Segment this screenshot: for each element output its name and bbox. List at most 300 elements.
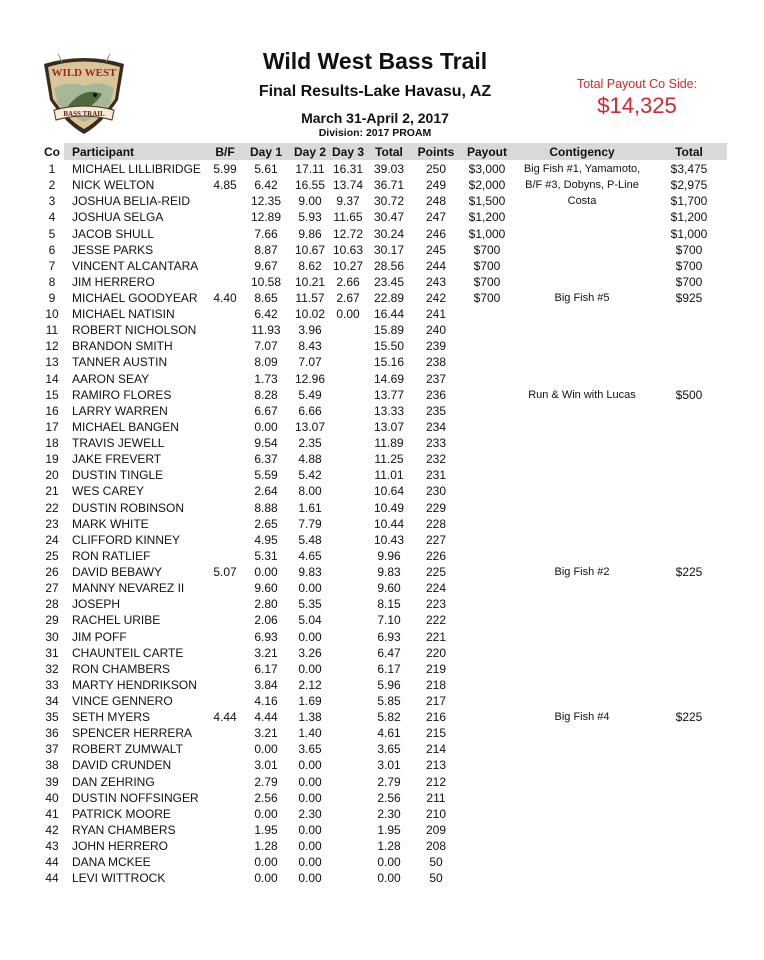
row-co: 14 bbox=[45, 371, 59, 386]
table-row bbox=[0, 161, 764, 177]
table-row bbox=[0, 322, 764, 338]
row-day2: 5.35 bbox=[298, 597, 322, 612]
row-co: 41 bbox=[45, 806, 59, 821]
row-day1: 6.42 bbox=[254, 307, 278, 322]
row-payout: $2,000 bbox=[468, 178, 506, 193]
row-participant: RYAN CHAMBERS bbox=[72, 822, 176, 837]
row-payout: $1,000 bbox=[468, 226, 506, 241]
row-participant: JOHN HERRERO bbox=[72, 839, 169, 853]
total-payout-label: Total Payout Co Side: bbox=[576, 77, 698, 91]
row-participant: LEVI WITTROCK bbox=[72, 871, 166, 886]
row-day2: 7.79 bbox=[298, 516, 322, 531]
row-points: 235 bbox=[425, 403, 447, 418]
row-contigency: Big Fish #2 bbox=[554, 566, 610, 578]
row-total-weight: 15.50 bbox=[373, 339, 405, 354]
row-day2: 0.00 bbox=[298, 822, 322, 837]
row-participant: AARON SEAY bbox=[72, 371, 150, 386]
col-header-total-weight: Total bbox=[375, 145, 403, 159]
row-total-weight: 8.15 bbox=[377, 597, 401, 612]
table-row bbox=[0, 677, 764, 693]
row-total-weight: 39.03 bbox=[373, 162, 405, 176]
table-row bbox=[0, 403, 764, 419]
row-points: 216 bbox=[425, 710, 447, 725]
row-participant: DAN ZEHRING bbox=[72, 774, 155, 789]
row-points: 248 bbox=[425, 194, 447, 209]
row-total-weight: 30.47 bbox=[373, 210, 405, 225]
row-day2: 0.00 bbox=[298, 855, 322, 870]
row-participant: LARRY WARREN bbox=[72, 403, 168, 418]
row-co: 33 bbox=[45, 677, 59, 692]
row-day2: 10.02 bbox=[294, 307, 326, 322]
row-co: 44 bbox=[45, 871, 59, 886]
row-participant: DAVID BEBAWY bbox=[72, 565, 163, 579]
row-participant: VINCE GENNERO bbox=[72, 694, 173, 708]
row-day2: 8.00 bbox=[298, 484, 322, 499]
row-total-weight: 2.56 bbox=[377, 790, 401, 805]
row-total-payout: $1,000 bbox=[670, 226, 708, 241]
row-day2: 2.12 bbox=[298, 677, 322, 692]
table-row bbox=[0, 548, 764, 564]
row-day1: 0.00 bbox=[254, 742, 278, 757]
row-total-payout: $700 bbox=[675, 242, 703, 257]
row-total-weight: 9.96 bbox=[377, 548, 401, 563]
row-day2: 1.40 bbox=[298, 726, 322, 741]
row-total-weight: 22.89 bbox=[373, 291, 405, 305]
row-day2: 0.00 bbox=[298, 790, 322, 805]
row-co: 15 bbox=[45, 387, 59, 402]
row-participant: DAVID CRUNDEN bbox=[72, 758, 172, 773]
row-co: 44 bbox=[45, 855, 59, 870]
row-day1: 6.67 bbox=[254, 403, 278, 418]
row-day1: 12.89 bbox=[250, 210, 282, 225]
row-total-weight: 28.56 bbox=[373, 258, 405, 273]
row-points: 229 bbox=[425, 500, 447, 515]
row-points: 213 bbox=[425, 758, 447, 773]
row-co: 22 bbox=[45, 500, 59, 515]
row-points: 225 bbox=[425, 565, 447, 579]
col-header-payout: Payout bbox=[466, 145, 507, 159]
row-co: 34 bbox=[45, 694, 59, 708]
row-day3: 16.31 bbox=[332, 162, 364, 176]
table-row bbox=[0, 838, 764, 854]
row-day2: 0.00 bbox=[298, 661, 322, 676]
col-header-points: Points bbox=[417, 145, 455, 159]
row-day1: 8.65 bbox=[254, 291, 278, 305]
row-total-payout: $1,200 bbox=[670, 210, 708, 225]
row-day2: 13.07 bbox=[294, 419, 326, 434]
row-total-weight: 36.71 bbox=[373, 178, 405, 193]
row-co: 4 bbox=[48, 210, 56, 225]
row-day2: 5.42 bbox=[298, 468, 322, 483]
row-points: 247 bbox=[425, 210, 447, 225]
row-day1: 5.59 bbox=[254, 468, 278, 483]
table-row bbox=[0, 371, 764, 387]
row-participant: NICK WELTON bbox=[72, 178, 155, 193]
table-row bbox=[0, 580, 764, 596]
row-total-weight: 15.89 bbox=[373, 323, 405, 338]
row-participant: SPENCER HERRERA bbox=[72, 726, 193, 741]
row-day3: 12.72 bbox=[332, 226, 364, 241]
table-row bbox=[0, 596, 764, 612]
row-points: 249 bbox=[425, 178, 447, 193]
row-participant: JACOB SHULL bbox=[72, 226, 155, 241]
row-points: 219 bbox=[425, 661, 447, 676]
col-header-contigency: Contigency bbox=[549, 145, 615, 159]
row-day1: 6.42 bbox=[254, 178, 278, 193]
row-total-payout: $700 bbox=[675, 258, 703, 273]
table-row bbox=[0, 790, 764, 806]
row-co: 40 bbox=[45, 790, 59, 805]
row-points: 232 bbox=[425, 452, 447, 467]
total-payout-value: $14,325 bbox=[597, 93, 677, 118]
row-day2: 10.21 bbox=[294, 274, 326, 289]
row-day2: 5.49 bbox=[298, 387, 322, 402]
row-points: 231 bbox=[425, 468, 447, 483]
row-payout: $700 bbox=[473, 258, 501, 273]
row-total-weight: 15.16 bbox=[373, 355, 405, 370]
row-points: 220 bbox=[425, 645, 447, 660]
bass-fish-logo-icon bbox=[40, 50, 128, 136]
row-points: 240 bbox=[425, 323, 447, 338]
row-total-payout: $1,700 bbox=[670, 194, 708, 209]
row-day1: 9.67 bbox=[254, 258, 278, 273]
row-total-weight: 11.89 bbox=[374, 436, 404, 450]
row-participant: TRAVIS JEWELL bbox=[72, 436, 165, 450]
row-day2: 1.61 bbox=[298, 500, 322, 515]
row-participant: RACHEL URIBE bbox=[72, 613, 161, 628]
table-row bbox=[0, 354, 764, 370]
row-total-payout: $925 bbox=[675, 291, 703, 305]
row-day2: 7.07 bbox=[298, 355, 322, 370]
row-points: 218 bbox=[425, 677, 447, 692]
row-total-weight: 13.77 bbox=[373, 387, 405, 402]
table-row bbox=[0, 709, 764, 725]
row-total-payout: $700 bbox=[675, 274, 703, 289]
row-big-fish: 4.85 bbox=[213, 178, 237, 193]
row-total-weight: 5.96 bbox=[377, 677, 401, 692]
table-row bbox=[0, 741, 764, 757]
row-day1: 7.07 bbox=[254, 339, 278, 354]
row-participant: WES CAREY bbox=[72, 484, 145, 499]
row-points: 221 bbox=[425, 629, 447, 644]
event-subtitle: Final Results-Lake Havasu, AZ bbox=[258, 83, 492, 100]
row-points: 243 bbox=[425, 274, 447, 289]
row-day2: 1.69 bbox=[298, 694, 322, 708]
row-total-weight: 9.83 bbox=[377, 565, 401, 579]
row-day1: 4.95 bbox=[254, 532, 278, 547]
row-day3: 2.66 bbox=[336, 274, 360, 289]
row-participant: MICHAEL BANGEN bbox=[72, 419, 179, 434]
row-day2: 5.93 bbox=[298, 210, 322, 225]
row-total-payout: $225 bbox=[675, 565, 703, 579]
row-total-weight: 14.69 bbox=[373, 371, 405, 386]
row-co: 19 bbox=[45, 452, 59, 467]
row-total-payout: $225 bbox=[675, 710, 703, 725]
row-co: 35 bbox=[45, 710, 59, 725]
row-points: 246 bbox=[425, 226, 447, 241]
row-co: 37 bbox=[45, 742, 59, 757]
row-day1: 5.61 bbox=[254, 162, 278, 176]
row-points: 239 bbox=[425, 339, 447, 354]
row-contigency: Run & Win with Lucas bbox=[528, 388, 636, 401]
row-points: 209 bbox=[425, 822, 447, 837]
row-day2: 9.86 bbox=[298, 226, 322, 241]
row-total-weight: 5.85 bbox=[377, 694, 401, 708]
row-day1: 4.16 bbox=[254, 694, 278, 708]
row-co: 26 bbox=[45, 565, 59, 579]
row-payout: $1,500 bbox=[468, 194, 506, 209]
row-co: 11 bbox=[45, 323, 59, 338]
row-total-weight: 10.44 bbox=[373, 516, 405, 531]
row-day1: 6.37 bbox=[254, 452, 278, 467]
col-header-day2: Day 2 bbox=[293, 145, 327, 159]
wild-west-bass-trail-logo bbox=[40, 50, 128, 136]
row-total-weight: 0.00 bbox=[377, 871, 401, 886]
row-participant: MICHAEL GOODYEAR bbox=[72, 291, 198, 305]
row-total-weight: 7.10 bbox=[377, 613, 401, 628]
total-payout-summary bbox=[552, 77, 722, 119]
table-row bbox=[0, 500, 764, 516]
table-row bbox=[0, 209, 764, 225]
row-co: 29 bbox=[45, 613, 59, 628]
row-total-weight: 30.24 bbox=[373, 226, 405, 241]
row-points: 245 bbox=[425, 242, 447, 257]
row-points: 228 bbox=[425, 516, 447, 531]
row-co: 10 bbox=[45, 307, 59, 322]
row-co: 18 bbox=[45, 436, 59, 450]
row-day2: 3.65 bbox=[298, 742, 322, 757]
table-row bbox=[0, 258, 764, 274]
table-row bbox=[0, 532, 764, 548]
row-contigency: Big Fish #5 bbox=[554, 292, 610, 304]
row-day3: 11.65 bbox=[333, 210, 363, 225]
col-header-participant: Participant bbox=[72, 145, 135, 159]
row-co: 7 bbox=[48, 258, 56, 273]
row-day1: 0.00 bbox=[254, 806, 278, 821]
row-total-payout: $3,475 bbox=[670, 162, 708, 176]
row-co: 32 bbox=[45, 661, 59, 676]
row-points: 217 bbox=[425, 694, 447, 708]
row-day3: 10.63 bbox=[332, 242, 364, 257]
row-day2: 6.66 bbox=[298, 403, 322, 418]
row-participant: TANNER AUSTIN bbox=[72, 355, 168, 370]
row-participant: DUSTIN NOFFSINGER bbox=[72, 790, 199, 805]
row-participant: MARTY HENDRIKSON bbox=[72, 677, 197, 692]
row-points: 215 bbox=[425, 726, 447, 741]
row-big-fish: 4.44 bbox=[213, 710, 237, 725]
table-row bbox=[0, 451, 764, 467]
row-day3: 9.37 bbox=[336, 194, 360, 209]
row-points: 50 bbox=[429, 855, 443, 870]
row-participant: ROBERT ZUMWALT bbox=[72, 742, 183, 757]
table-row bbox=[0, 870, 764, 886]
row-day2: 0.00 bbox=[298, 774, 322, 789]
row-co: 3 bbox=[48, 194, 56, 209]
row-day1: 6.93 bbox=[254, 629, 278, 644]
row-day1: 0.00 bbox=[254, 419, 278, 434]
row-points: 244 bbox=[425, 258, 447, 273]
row-day2: 8.62 bbox=[298, 258, 322, 273]
row-participant: SETH MYERS bbox=[72, 710, 151, 725]
row-day1: 7.66 bbox=[254, 226, 278, 241]
row-day2: 0.00 bbox=[298, 581, 322, 596]
row-big-fish: 5.07 bbox=[213, 565, 237, 579]
row-co: 9 bbox=[48, 291, 56, 305]
row-day1: 8.87 bbox=[254, 242, 278, 257]
row-day1: 12.35 bbox=[250, 194, 282, 209]
row-points: 226 bbox=[425, 548, 447, 563]
table-row bbox=[0, 757, 764, 773]
row-co: 1 bbox=[48, 162, 56, 176]
row-day3: 0.00 bbox=[336, 307, 360, 322]
col-header-co: Co bbox=[44, 145, 60, 159]
row-payout: $3,000 bbox=[468, 162, 506, 176]
row-participant: RON RATLIEF bbox=[72, 548, 151, 563]
row-payout: $700 bbox=[473, 291, 501, 305]
table-row bbox=[0, 226, 764, 242]
row-total-weight: 11.01 bbox=[374, 468, 404, 483]
row-day1: 0.00 bbox=[254, 871, 278, 886]
row-big-fish: 5.99 bbox=[213, 162, 237, 176]
row-payout: $1,200 bbox=[468, 210, 506, 225]
table-row bbox=[0, 645, 764, 661]
table-row bbox=[0, 290, 764, 306]
row-day2: 0.00 bbox=[298, 839, 322, 853]
table-row bbox=[0, 564, 764, 580]
row-day2: 4.88 bbox=[298, 452, 322, 467]
row-total-weight: 1.28 bbox=[377, 839, 401, 853]
table-row bbox=[0, 419, 764, 435]
row-day2: 0.00 bbox=[298, 758, 322, 773]
row-day2: 16.55 bbox=[294, 178, 326, 193]
row-participant: MARK WHITE bbox=[72, 516, 149, 531]
table-row bbox=[0, 693, 764, 709]
table-row bbox=[0, 467, 764, 483]
row-points: 230 bbox=[425, 484, 447, 499]
row-total-weight: 5.82 bbox=[377, 710, 401, 725]
row-co: 6 bbox=[48, 242, 56, 257]
row-day2: 1.38 bbox=[298, 710, 322, 725]
row-contigency: Costa bbox=[567, 195, 597, 208]
row-points: 211 bbox=[426, 790, 446, 805]
row-contigency: Big Fish #1, Yamamoto, bbox=[523, 163, 641, 175]
row-day1: 1.73 bbox=[254, 371, 278, 386]
row-day1: 3.21 bbox=[254, 726, 278, 741]
row-participant: MICHAEL NATISIN bbox=[72, 307, 175, 322]
table-row bbox=[0, 306, 764, 322]
row-day1: 3.21 bbox=[254, 645, 278, 660]
row-points: 233 bbox=[425, 436, 447, 450]
row-day1: 9.60 bbox=[254, 581, 278, 596]
row-participant: CHAUNTEIL CARTE bbox=[72, 645, 184, 660]
row-day1: 10.58 bbox=[250, 274, 282, 289]
row-participant: CLIFFORD KINNEY bbox=[72, 532, 181, 547]
row-points: 250 bbox=[425, 162, 447, 176]
row-total-weight: 0.00 bbox=[377, 855, 401, 870]
table-row bbox=[0, 629, 764, 645]
row-points: 208 bbox=[425, 839, 447, 853]
row-participant: JESSE PARKS bbox=[72, 242, 154, 257]
row-day1: 6.17 bbox=[254, 661, 278, 676]
row-total-weight: 10.49 bbox=[373, 500, 405, 515]
event-dates: March 31-April 2, 2017 bbox=[301, 110, 449, 126]
table-row bbox=[0, 661, 764, 677]
row-co: 5 bbox=[48, 226, 56, 241]
row-day1: 2.65 bbox=[254, 516, 278, 531]
row-co: 8 bbox=[48, 274, 56, 289]
row-day2: 3.96 bbox=[298, 323, 322, 338]
row-co: 13 bbox=[45, 355, 59, 370]
row-co: 38 bbox=[45, 758, 59, 773]
row-day2: 2.35 bbox=[298, 436, 322, 450]
page-title: Wild West Bass Trail bbox=[262, 48, 488, 74]
row-total-weight: 6.93 bbox=[377, 629, 401, 644]
row-day1: 3.84 bbox=[254, 677, 278, 692]
row-total-weight: 3.65 bbox=[377, 742, 401, 757]
row-participant: DUSTIN ROBINSON bbox=[72, 500, 185, 515]
row-points: 238 bbox=[425, 355, 447, 370]
row-day2: 3.26 bbox=[298, 645, 322, 660]
svg-text:WILD WEST: WILD WEST bbox=[51, 67, 117, 79]
row-co: 42 bbox=[45, 822, 59, 837]
row-co: 16 bbox=[45, 403, 59, 418]
row-big-fish: 4.40 bbox=[213, 291, 237, 305]
row-day1: 1.28 bbox=[254, 839, 278, 853]
table-row bbox=[0, 387, 764, 403]
row-total-weight: 23.45 bbox=[373, 274, 405, 289]
row-day1: 8.28 bbox=[254, 387, 278, 402]
row-total-weight: 16.44 bbox=[373, 307, 405, 322]
row-co: 2 bbox=[48, 178, 56, 193]
row-day1: 1.95 bbox=[254, 822, 278, 837]
row-co: 30 bbox=[45, 629, 59, 644]
row-participant: VINCENT ALCANTARA bbox=[72, 258, 199, 273]
row-participant: RON CHAMBERS bbox=[72, 661, 171, 676]
row-co: 25 bbox=[45, 548, 59, 563]
row-points: 222 bbox=[425, 613, 447, 628]
row-total-weight: 6.17 bbox=[377, 661, 401, 676]
table-row bbox=[0, 516, 764, 532]
row-points: 210 bbox=[425, 806, 447, 821]
row-co: 43 bbox=[45, 839, 59, 853]
row-points: 223 bbox=[425, 597, 447, 612]
row-total-weight: 10.43 bbox=[373, 532, 405, 547]
row-day2: 2.30 bbox=[298, 806, 322, 821]
row-day2: 11.57 bbox=[295, 291, 325, 305]
row-total-weight: 30.72 bbox=[373, 194, 405, 209]
col-header-day3: Day 3 bbox=[331, 145, 365, 159]
row-day2: 9.00 bbox=[298, 194, 322, 209]
table-row bbox=[0, 806, 764, 822]
row-day1: 2.80 bbox=[254, 597, 278, 612]
row-day2: 5.48 bbox=[298, 532, 322, 547]
row-co: 24 bbox=[45, 532, 59, 547]
table-row bbox=[0, 435, 764, 451]
table-row bbox=[0, 242, 764, 258]
row-day1: 2.64 bbox=[254, 484, 278, 499]
row-day1: 9.54 bbox=[254, 436, 278, 450]
row-co: 31 bbox=[45, 645, 59, 660]
table-row bbox=[0, 854, 764, 870]
row-day3: 13.74 bbox=[332, 178, 364, 193]
row-day2: 0.00 bbox=[298, 629, 322, 644]
row-total-weight: 2.30 bbox=[377, 806, 401, 821]
row-day1: 2.79 bbox=[254, 774, 278, 789]
row-total-weight: 4.61 bbox=[377, 726, 401, 741]
row-points: 224 bbox=[425, 581, 447, 596]
row-co: 12 bbox=[45, 339, 59, 354]
row-day1: 4.44 bbox=[254, 710, 278, 725]
